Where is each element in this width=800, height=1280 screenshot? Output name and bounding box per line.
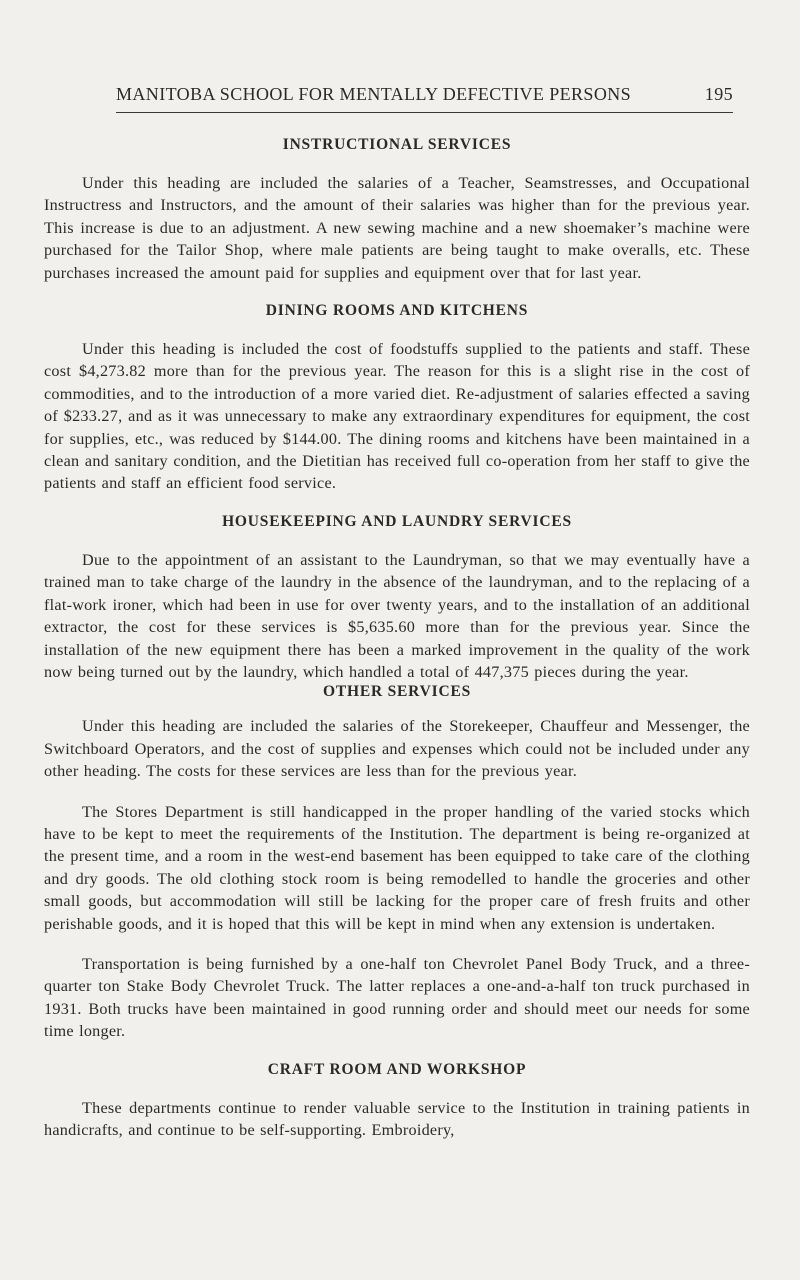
paragraph: Under this heading is included the cost of foodstuffs supplied to the patients and staff. These cost $4,273.82 more than for the previous year. The reason for this is a slight rise in the cost of commodities, and to the introduction of a more varied diet. Re-adjustment of salaries effected a saving of $233.27, and as it was unnecessary to make any extraordinary expenditures for equipment, the cost for supplies, etc., was reduced by $144.00. The dining rooms and kitchens have been maintained in a clean and sanitary condition, and the Dietitian has received full co-operation from her staff to give the patients and staff an efficient food service.	[44, 340, 750, 493]
section-craft-room-and-workshop	[44, 1061, 750, 1142]
section-housekeeping-and-laundry	[44, 513, 750, 683]
paragraph: Due to the appointment of an assistant to the Laundryman, so that we may eventually have a trained man to take charge of the laundry in the absence of the laundryman, and to the replacing of a flat-work ironer, which had been in use for over twenty years, and to the installation of an additional extractor, the cost for these services is $5,635.60 more than for the previous year. Since the installation of the new equipment there has been a marked improvement in the quality of the work now being turned out by the laundry, which handled a total of 447,375 pieces during the year.	[44, 550, 750, 681]
section-heading: INSTRUCTIONAL SERVICES	[282, 136, 512, 153]
paragraph: The Stores Department is still handicapped in the proper handling of the varied stocks which have to be kept to meet the requirements of the Institution. The department is being re-organized at the present time, and a room in the west-end basement has been equipped to take care of the clothing and dry goods. The old clothing stock room is being remodelled to handle the groceries and other small goods, but accommodation will still be lacking for the proper care of fresh fruits and other perishable goods, and it is hoped that this will be kept in mind when any extension is undertaken.	[44, 802, 750, 933]
section-heading: OTHER SERVICES	[322, 683, 472, 701]
paragraph: These departments continue to render valuable service to the Institution in training patients in handicrafts, and continue to be self-supporting. Embroidery,	[44, 1098, 750, 1139]
header-title: MANITOBA SCHOOL FOR MENTALLY DEFECTIVE PERSONS	[116, 84, 632, 104]
section-heading: DINING ROOMS AND KITCHENS	[265, 302, 529, 320]
paragraph: Under this heading are included the salaries of a Teacher, Seamstresses, and Occupational Instructress and Instructors, and the amount of their salaries was higher than for the previous year. This increase is due to an adjustment. A new sewing machine and a new shoemaker’s machine were purchased for the Tailor Shop, where male patients are being taught to make overalls, etc. These purchases increased the amount paid for supplies and equipment over that for last year.	[44, 174, 750, 282]
section-dining-rooms-and-kitchens	[44, 302, 750, 495]
paragraph: Under this heading are included the salaries of the Storekeeper, Chauffeur and Messenger, the Switchboard Operators, and the cost of supplies and expenses which could not be included under any other heading. The costs for these services are less than for the previous year.	[44, 717, 750, 781]
section-heading: CRAFT ROOM AND WORKSHOP	[267, 1060, 527, 1078]
page-number: 195	[704, 84, 733, 104]
body-text	[44, 122, 750, 1141]
section-other-services	[44, 683, 750, 1042]
running-header	[116, 82, 733, 113]
section-heading: HOUSEKEEPING AND LAUNDRY SERVICES	[222, 512, 572, 530]
section-instructional-services	[44, 136, 750, 284]
paragraph: Transportation is being furnished by a one-half ton Chevrolet Panel Body Truck, and a three-quarter ton Stake Body Chevrolet Truck. The latter replaces a one-and-a-half ton truck purchased in 1931. Both trucks have been maintained in good running order and should meet our needs for some time longer.	[44, 954, 750, 1041]
